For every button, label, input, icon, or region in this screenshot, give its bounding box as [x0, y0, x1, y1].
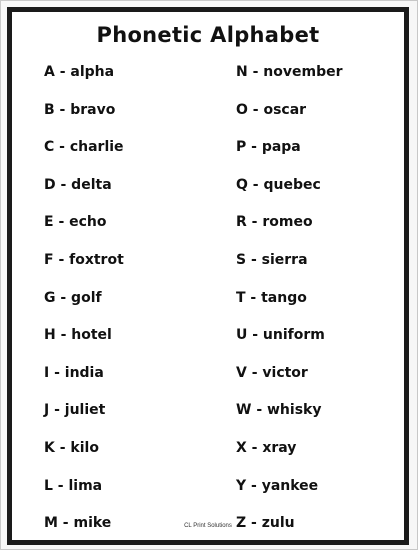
alphabet-entry: M - mike [44, 515, 112, 532]
alphabet-entry: R - romeo [236, 214, 313, 231]
alphabet-entry: E - echo [44, 214, 107, 231]
alphabet-entry: W - whisky [236, 402, 322, 419]
alphabet-entry: Z - zulu [236, 515, 295, 532]
footer-credit: CL Print Solutions [184, 523, 232, 529]
alphabet-entry: N - november [236, 64, 343, 80]
alphabet-entry: Q - quebec [236, 176, 321, 193]
phonetic-alphabet-poster [7, 7, 409, 545]
alphabet-entry: D - delta [44, 176, 112, 193]
alphabet-entry: C - charlie [44, 139, 124, 156]
alphabet-entry: X - xray [236, 439, 297, 456]
alphabet-entry: S - sierra [236, 251, 308, 268]
alphabet-entry: A - alpha [44, 64, 115, 80]
poster-title: Phonetic Alphabet [96, 23, 320, 47]
alphabet-entry: T - tango [236, 289, 307, 306]
alphabet-entry: I - india [44, 364, 104, 381]
alphabet-entry: O - oscar [236, 101, 307, 118]
alphabet-entry: J - juliet [44, 402, 106, 419]
alphabet-entry: F - foxtrot [44, 251, 124, 268]
alphabet-entry: G - golf [44, 289, 102, 306]
alphabet-entry: P - papa [236, 139, 301, 156]
right-column [236, 62, 343, 551]
alphabet-entry: K - kilo [44, 439, 99, 456]
alphabet-entry: L - lima [44, 477, 103, 494]
alphabet-entry: U - uniform [236, 327, 325, 344]
left-column [44, 62, 124, 551]
alphabet-entry: V - victor [236, 364, 308, 381]
alphabet-entry: H - hotel [44, 327, 112, 344]
alphabet-entry: B - bravo [44, 101, 116, 118]
alphabet-entry: Y - yankee [236, 477, 319, 494]
